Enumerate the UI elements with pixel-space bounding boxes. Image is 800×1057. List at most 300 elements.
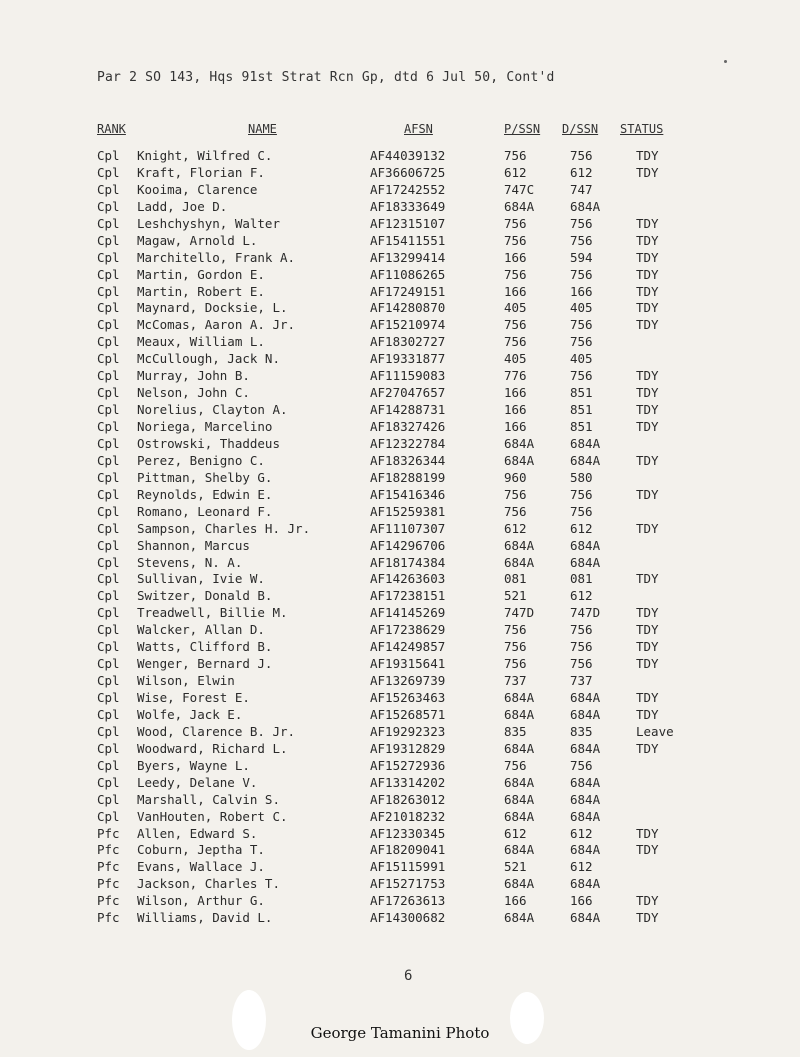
- cell-name: Sullivan, Ivie W.: [137, 571, 265, 587]
- cell-pssn: 756: [504, 503, 527, 519]
- cell-afsn: AF18288199: [370, 469, 446, 485]
- cell-afsn: AF15259381: [370, 503, 446, 519]
- column-header-afsn: AFSN: [404, 122, 433, 136]
- cell-afsn: AF13314202: [370, 774, 446, 790]
- cell-rank: Cpl: [97, 385, 120, 401]
- cell-status: TDY: [636, 266, 659, 282]
- cell-name: Meaux, William L.: [137, 334, 265, 350]
- cell-status: TDY: [636, 740, 659, 756]
- cell-dssn: 612: [570, 520, 593, 536]
- cell-status: TDY: [636, 622, 659, 638]
- cell-rank: Cpl: [97, 639, 120, 655]
- cell-rank: Cpl: [97, 723, 120, 739]
- cell-afsn: AF12330345: [370, 825, 446, 841]
- cell-afsn: AF15272936: [370, 757, 446, 773]
- table-row: [0, 876, 800, 893]
- cell-pssn: 747C: [504, 181, 535, 197]
- cell-afsn: AF19315641: [370, 656, 446, 672]
- cell-status: TDY: [636, 656, 659, 672]
- table-row: [0, 216, 800, 233]
- cell-status: TDY: [636, 690, 659, 705]
- cell-afsn: AF17238151: [370, 588, 446, 604]
- table-row: [0, 182, 800, 199]
- cell-name: Byers, Wayne L.: [137, 757, 250, 773]
- cell-dssn: 684A: [570, 808, 601, 824]
- cell-name: Kraft, Florian F.: [137, 164, 265, 180]
- table-row: [0, 571, 800, 588]
- cell-name: Knight, Wilfred C.: [137, 148, 273, 163]
- cell-rank: Cpl: [97, 232, 120, 248]
- cell-name: Walcker, Allan D.: [137, 622, 265, 638]
- cell-pssn: 684A: [504, 706, 535, 722]
- cell-rank: Cpl: [97, 571, 120, 587]
- cell-rank: Cpl: [97, 283, 120, 299]
- cell-rank: Pfc: [97, 859, 120, 875]
- cell-status: TDY: [636, 300, 659, 316]
- cell-dssn: 756: [570, 757, 593, 773]
- table-row: [0, 809, 800, 826]
- cell-afsn: AF14263603: [370, 571, 446, 587]
- cell-pssn: 684A: [504, 435, 535, 451]
- cell-name: Noriega, Marcelino: [137, 419, 273, 434]
- cell-status: TDY: [636, 486, 659, 502]
- cell-afsn: AF14280870: [370, 300, 446, 316]
- cell-afsn: AF14296706: [370, 537, 446, 553]
- cell-status: TDY: [636, 910, 659, 926]
- cell-afsn: AF44039132: [370, 148, 446, 163]
- cell-afsn: AF17263613: [370, 893, 446, 909]
- cell-name: Williams, David L.: [137, 910, 273, 926]
- table-row: [0, 538, 800, 555]
- cell-dssn: 405: [570, 351, 593, 367]
- cell-pssn: 756: [504, 639, 527, 655]
- table-row: [0, 673, 800, 690]
- cell-rank: Cpl: [97, 469, 120, 485]
- table-row: [0, 775, 800, 792]
- cell-rank: Cpl: [97, 334, 120, 350]
- cell-name: Wilson, Elwin: [137, 673, 235, 689]
- cell-rank: Cpl: [97, 266, 120, 282]
- cell-pssn: 684A: [504, 876, 535, 892]
- cell-name: Marchitello, Frank A.: [137, 249, 296, 265]
- table-row: [0, 250, 800, 267]
- cell-afsn: AF17238629: [370, 622, 446, 638]
- cell-dssn: 756: [570, 639, 593, 655]
- cell-name: Shannon, Marcus: [137, 537, 250, 553]
- cell-pssn: 166: [504, 283, 527, 299]
- cell-dssn: 684A: [570, 537, 601, 553]
- cell-dssn: 166: [570, 283, 593, 299]
- cell-status: TDY: [636, 283, 659, 299]
- cell-rank: Cpl: [97, 164, 120, 180]
- cell-pssn: 684A: [504, 452, 535, 468]
- cell-rank: Cpl: [97, 757, 120, 773]
- cell-pssn: 166: [504, 419, 527, 434]
- table-row: [0, 690, 800, 707]
- table-row: [0, 639, 800, 656]
- photo-credit: George Tamanini Photo: [310, 1024, 490, 1042]
- cell-pssn: 960: [504, 469, 527, 485]
- cell-dssn: 756: [570, 622, 593, 638]
- cell-dssn: 756: [570, 266, 593, 282]
- table-row: [0, 826, 800, 843]
- cell-pssn: 521: [504, 588, 527, 604]
- cell-dssn: 684A: [570, 435, 601, 451]
- cell-afsn: AF18174384: [370, 554, 446, 570]
- cell-dssn: 756: [570, 317, 593, 333]
- cell-rank: Cpl: [97, 249, 120, 265]
- cell-pssn: 756: [504, 622, 527, 638]
- table-row: [0, 605, 800, 622]
- cell-pssn: 756: [504, 486, 527, 502]
- cell-dssn: 684A: [570, 452, 601, 468]
- cell-rank: Pfc: [97, 910, 120, 926]
- cell-status: TDY: [636, 842, 659, 858]
- cell-afsn: AF15411551: [370, 232, 446, 248]
- cell-pssn: 756: [504, 232, 527, 248]
- cell-pssn: 405: [504, 300, 527, 316]
- cell-dssn: 684A: [570, 554, 601, 570]
- cell-rank: Cpl: [97, 402, 120, 418]
- cell-name: Allen, Edward S.: [137, 825, 258, 841]
- cell-pssn: 776: [504, 368, 527, 384]
- table-row: [0, 419, 800, 436]
- cell-pssn: 756: [504, 757, 527, 773]
- cell-afsn: AF27047657: [370, 385, 446, 401]
- cell-afsn: AF14300682: [370, 910, 446, 926]
- cell-dssn: 684A: [570, 842, 601, 858]
- cell-afsn: AF13269739: [370, 673, 446, 689]
- cell-status: TDY: [636, 825, 659, 841]
- cell-dssn: 166: [570, 893, 593, 909]
- cell-name: Martin, Gordon E.: [137, 266, 265, 282]
- cell-status: TDY: [636, 706, 659, 722]
- cell-rank: Cpl: [97, 300, 120, 316]
- cell-pssn: 684A: [504, 791, 535, 807]
- cell-name: Coburn, Jeptha T.: [137, 842, 265, 858]
- cell-name: Wise, Forest E.: [137, 690, 250, 705]
- cell-rank: Cpl: [97, 435, 120, 451]
- cell-dssn: 405: [570, 300, 593, 316]
- cell-rank: Cpl: [97, 605, 120, 621]
- cell-name: Ladd, Joe D.: [137, 198, 228, 214]
- cell-dssn: 684A: [570, 706, 601, 722]
- cell-pssn: 756: [504, 148, 527, 163]
- cell-rank: Cpl: [97, 673, 120, 689]
- cell-afsn: AF15268571: [370, 706, 446, 722]
- cell-pssn: 756: [504, 656, 527, 672]
- table-row: [0, 351, 800, 368]
- table-row: [0, 555, 800, 572]
- table-row: [0, 368, 800, 385]
- cell-afsn: AF18209041: [370, 842, 446, 858]
- cell-name: Jackson, Charles T.: [137, 876, 280, 892]
- cell-pssn: 166: [504, 385, 527, 401]
- cell-dssn: 612: [570, 588, 593, 604]
- cell-dssn: 684A: [570, 910, 601, 926]
- cell-name: Wood, Clarence B. Jr.: [137, 723, 296, 739]
- cell-rank: Cpl: [97, 503, 120, 519]
- cell-name: Wilson, Arthur G.: [137, 893, 265, 909]
- cell-rank: Cpl: [97, 808, 120, 824]
- cell-name: VanHouten, Robert C.: [137, 808, 288, 824]
- cell-afsn: AF19292323: [370, 723, 446, 739]
- roster-list: [0, 148, 800, 927]
- cell-afsn: AF14288731: [370, 402, 446, 418]
- cell-status: TDY: [636, 639, 659, 655]
- cell-pssn: 747D: [504, 605, 535, 621]
- table-row: [0, 148, 800, 165]
- cell-name: Marshall, Calvin S.: [137, 791, 280, 807]
- cell-pssn: 684A: [504, 198, 535, 214]
- cell-name: Martin, Robert E.: [137, 283, 265, 299]
- cell-afsn: AF15416346: [370, 486, 446, 502]
- cell-dssn: 756: [570, 486, 593, 502]
- cell-name: Reynolds, Edwin E.: [137, 486, 273, 502]
- cell-afsn: AF14145269: [370, 605, 446, 621]
- cell-pssn: 166: [504, 893, 527, 909]
- column-header-dssn: D/SSN: [562, 122, 599, 136]
- cell-rank: Cpl: [97, 690, 120, 705]
- cell-rank: Cpl: [97, 419, 120, 434]
- table-row: [0, 758, 800, 775]
- cell-status: Leave: [636, 723, 674, 739]
- cell-afsn: AF11159083: [370, 368, 446, 384]
- cell-status: TDY: [636, 385, 659, 401]
- speck-mark: [724, 60, 727, 63]
- table-row: [0, 317, 800, 334]
- cell-rank: Cpl: [97, 351, 120, 367]
- table-row: [0, 300, 800, 317]
- cell-pssn: 684A: [504, 774, 535, 790]
- cell-pssn: 684A: [504, 808, 535, 824]
- page-number: 6: [404, 968, 413, 984]
- cell-afsn: AF18302727: [370, 334, 446, 350]
- cell-status: TDY: [636, 419, 659, 434]
- cell-pssn: 756: [504, 215, 527, 231]
- column-header-pssn: P/SSN: [504, 122, 541, 136]
- cell-dssn: 851: [570, 402, 593, 418]
- cell-afsn: AF13299414: [370, 249, 446, 265]
- cell-name: Leedy, Delane V.: [137, 774, 258, 790]
- cell-status: TDY: [636, 452, 659, 468]
- cell-dssn: 684A: [570, 876, 601, 892]
- cell-afsn: AF15210974: [370, 317, 446, 333]
- cell-status: TDY: [636, 402, 659, 418]
- cell-name: McComas, Aaron A. Jr.: [137, 317, 296, 333]
- cell-rank: Cpl: [97, 368, 120, 384]
- table-row: [0, 233, 800, 250]
- cell-afsn: AF15271753: [370, 876, 446, 892]
- cell-dssn: 756: [570, 334, 593, 350]
- cell-pssn: 756: [504, 317, 527, 333]
- cell-status: TDY: [636, 317, 659, 333]
- cell-name: Ostrowski, Thaddeus: [137, 435, 280, 451]
- cell-dssn: 747D: [570, 605, 601, 621]
- cell-afsn: AF15263463: [370, 690, 446, 705]
- table-row: [0, 165, 800, 182]
- cell-name: Perez, Benigno C.: [137, 452, 265, 468]
- cell-dssn: 594: [570, 249, 593, 265]
- cell-rank: Cpl: [97, 774, 120, 790]
- cell-name: Maynard, Docksie, L.: [137, 300, 288, 316]
- cell-pssn: 756: [504, 334, 527, 350]
- cell-afsn: AF18333649: [370, 198, 446, 214]
- cell-pssn: 612: [504, 164, 527, 180]
- cell-dssn: 081: [570, 571, 593, 587]
- cell-afsn: AF21018232: [370, 808, 446, 824]
- cell-dssn: 684A: [570, 198, 601, 214]
- table-row: [0, 588, 800, 605]
- table-row: [0, 724, 800, 741]
- cell-afsn: AF19331877: [370, 351, 446, 367]
- cell-dssn: 835: [570, 723, 593, 739]
- cell-pssn: 737: [504, 673, 527, 689]
- cell-pssn: 684A: [504, 690, 535, 705]
- cell-name: Watts, Clifford B.: [137, 639, 273, 655]
- cell-rank: Pfc: [97, 893, 120, 909]
- cell-name: McCullough, Jack N.: [137, 351, 280, 367]
- cell-status: TDY: [636, 571, 659, 587]
- cell-dssn: 756: [570, 368, 593, 384]
- cell-pssn: 684A: [504, 740, 535, 756]
- cell-name: Sampson, Charles H. Jr.: [137, 520, 311, 536]
- cell-rank: Cpl: [97, 520, 120, 536]
- cell-pssn: 612: [504, 825, 527, 841]
- cell-dssn: 756: [570, 232, 593, 248]
- cell-rank: Pfc: [97, 876, 120, 892]
- cell-name: Switzer, Donald B.: [137, 588, 273, 604]
- cell-rank: Cpl: [97, 706, 120, 722]
- table-row: [0, 910, 800, 927]
- cell-name: Leshchyshyn, Walter: [137, 215, 280, 231]
- cell-afsn: AF11086265: [370, 266, 446, 282]
- cell-status: TDY: [636, 232, 659, 248]
- cell-afsn: AF12322784: [370, 435, 446, 451]
- cell-dssn: 756: [570, 148, 593, 163]
- cell-rank: Cpl: [97, 622, 120, 638]
- cell-name: Romano, Leonard F.: [137, 503, 273, 519]
- table-row: [0, 385, 800, 402]
- cell-dssn: 612: [570, 164, 593, 180]
- cell-pssn: 521: [504, 859, 527, 875]
- table-row: [0, 842, 800, 859]
- cell-name: Stevens, N. A.: [137, 554, 243, 570]
- table-row: [0, 436, 800, 453]
- cell-dssn: 756: [570, 215, 593, 231]
- cell-dssn: 851: [570, 419, 593, 434]
- cell-rank: Cpl: [97, 452, 120, 468]
- cell-dssn: 684A: [570, 740, 601, 756]
- cell-status: TDY: [636, 148, 659, 163]
- cell-afsn: AF11107307: [370, 520, 446, 536]
- table-row: [0, 267, 800, 284]
- cell-name: Evans, Wallace J.: [137, 859, 265, 875]
- cell-rank: Cpl: [97, 317, 120, 333]
- cell-status: TDY: [636, 893, 659, 909]
- cell-dssn: 612: [570, 825, 593, 841]
- cell-name: Nelson, John C.: [137, 385, 250, 401]
- cell-rank: Cpl: [97, 656, 120, 672]
- cell-afsn: AF14249857: [370, 639, 446, 655]
- column-header-status: STATUS: [620, 122, 664, 136]
- cell-dssn: 612: [570, 859, 593, 875]
- cell-rank: Cpl: [97, 537, 120, 553]
- cell-pssn: 835: [504, 723, 527, 739]
- cell-afsn: AF18327426: [370, 419, 446, 434]
- cell-name: Pittman, Shelby G.: [137, 469, 273, 485]
- cell-pssn: 612: [504, 520, 527, 536]
- cell-name: Murray, John B.: [137, 368, 250, 384]
- table-row: [0, 521, 800, 538]
- table-row: [0, 470, 800, 487]
- cell-afsn: AF19312829: [370, 740, 446, 756]
- cell-dssn: 756: [570, 656, 593, 672]
- cell-dssn: 684A: [570, 690, 601, 705]
- table-row: [0, 859, 800, 876]
- cell-pssn: 684A: [504, 910, 535, 926]
- cell-afsn: AF15115991: [370, 859, 446, 875]
- document-header: Par 2 SO 143, Hqs 91st Strat Rcn Gp, dtd 6 Jul 50, Cont'd: [97, 70, 555, 85]
- cell-rank: Pfc: [97, 825, 120, 841]
- cell-rank: Cpl: [97, 181, 120, 197]
- cell-name: Wenger, Bernard J.: [137, 656, 273, 672]
- table-row: [0, 487, 800, 504]
- cell-rank: Cpl: [97, 148, 120, 163]
- cell-rank: Cpl: [97, 554, 120, 570]
- cell-rank: Cpl: [97, 215, 120, 231]
- cell-name: Treadwell, Billie M.: [137, 605, 288, 621]
- cell-dssn: 684A: [570, 774, 601, 790]
- cell-name: Magaw, Arnold L.: [137, 232, 258, 248]
- table-row: [0, 199, 800, 216]
- table-row: [0, 622, 800, 639]
- cell-pssn: 081: [504, 571, 527, 587]
- cell-pssn: 166: [504, 402, 527, 418]
- cell-rank: Cpl: [97, 740, 120, 756]
- table-row: [0, 453, 800, 470]
- cell-status: TDY: [636, 605, 659, 621]
- table-row: [0, 707, 800, 724]
- column-header-name: NAME: [248, 122, 277, 136]
- cell-afsn: AF12315107: [370, 215, 446, 231]
- cell-afsn: AF17249151: [370, 283, 446, 299]
- cell-pssn: 166: [504, 249, 527, 265]
- cell-rank: Pfc: [97, 842, 120, 858]
- table-row: [0, 893, 800, 910]
- cell-rank: Cpl: [97, 588, 120, 604]
- cell-dssn: 684A: [570, 791, 601, 807]
- cell-pssn: 756: [504, 266, 527, 282]
- cell-rank: Cpl: [97, 791, 120, 807]
- cell-status: TDY: [636, 164, 659, 180]
- cell-afsn: AF18263012: [370, 791, 446, 807]
- cell-status: TDY: [636, 249, 659, 265]
- cell-rank: Cpl: [97, 198, 120, 214]
- cell-pssn: 405: [504, 351, 527, 367]
- cell-afsn: AF17242552: [370, 181, 446, 197]
- table-row: [0, 792, 800, 809]
- cell-pssn: 684A: [504, 842, 535, 858]
- table-row: [0, 656, 800, 673]
- cell-name: Woodward, Richard L.: [137, 740, 288, 756]
- cell-dssn: 756: [570, 503, 593, 519]
- cell-dssn: 737: [570, 673, 593, 689]
- table-row: [0, 402, 800, 419]
- column-header-rank: RANK: [97, 122, 126, 136]
- table-row: [0, 284, 800, 301]
- cell-name: Wolfe, Jack E.: [137, 706, 243, 722]
